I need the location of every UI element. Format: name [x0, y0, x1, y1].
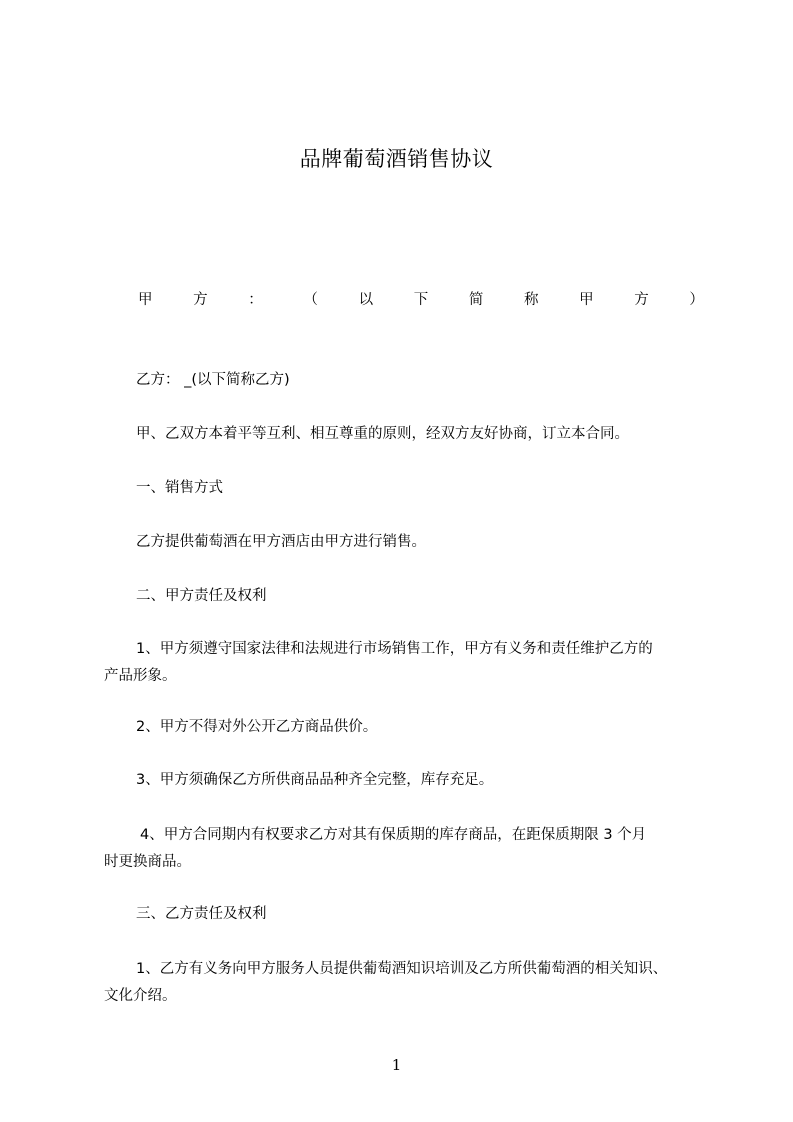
section-2-heading: 二、甲方责任及权利 [136, 588, 267, 604]
section-2-item-1-line-2: 产品形象。 [104, 668, 177, 684]
party-a-char: ） [689, 292, 704, 308]
document-title: 品牌葡萄酒销售协议 [299, 147, 494, 171]
section-1-text: 乙方提供葡萄酒在甲方酒店由甲方进行销售。 [136, 534, 426, 550]
party-a-char: 下 [413, 292, 429, 308]
section-2-item-2: 2、甲方不得对外公开乙方商品供价。 [136, 719, 378, 735]
section-2-item-1-line-1: 1、甲方须遵守国家法律和法规进行市场销售工作，甲方有义务和责任维护乙方的 [136, 641, 653, 657]
party-b-line: 乙方： _(以下简称乙方) [136, 372, 290, 388]
party-a-char: 简 [468, 292, 484, 308]
party-a-char: 称 [523, 292, 539, 308]
section-3-heading: 三、乙方责任及权利 [136, 906, 267, 922]
section-2-item-4-line-2: 时更换商品。 [104, 854, 191, 870]
party-a-line [138, 288, 704, 309]
section-1-heading: 一、销售方式 [136, 480, 223, 496]
section-2-item-4-line-1: 4、甲方合同期内有权要求乙方对其有保质期的库存商品，在距保质期限 3 个月 [140, 827, 647, 843]
party-a-char: 方 [634, 292, 649, 308]
party-a-char: ： [248, 292, 263, 308]
party-a-char: 甲 [138, 292, 153, 308]
party-a-char: 以 [358, 292, 374, 308]
party-a-char: 甲 [579, 292, 594, 308]
page-number: 1 [391, 1056, 402, 1074]
party-a-char: （ [303, 292, 318, 308]
party-a-char: 方 [193, 292, 208, 308]
section-2-item-3: 3、甲方须确保乙方所供商品品种齐全完整，库存充足。 [136, 772, 494, 788]
preamble-paragraph: 甲、乙双方本着平等互利、相互尊重的原则，经双方友好协商，订立本合同。 [136, 426, 629, 442]
section-3-item-1-line-2: 文化介绍。 [104, 988, 177, 1004]
section-3-item-1-line-1: 1、乙方有义务向甲方服务人员提供葡萄酒知识培训及乙方所供葡萄酒的相关知识、 [136, 961, 668, 977]
